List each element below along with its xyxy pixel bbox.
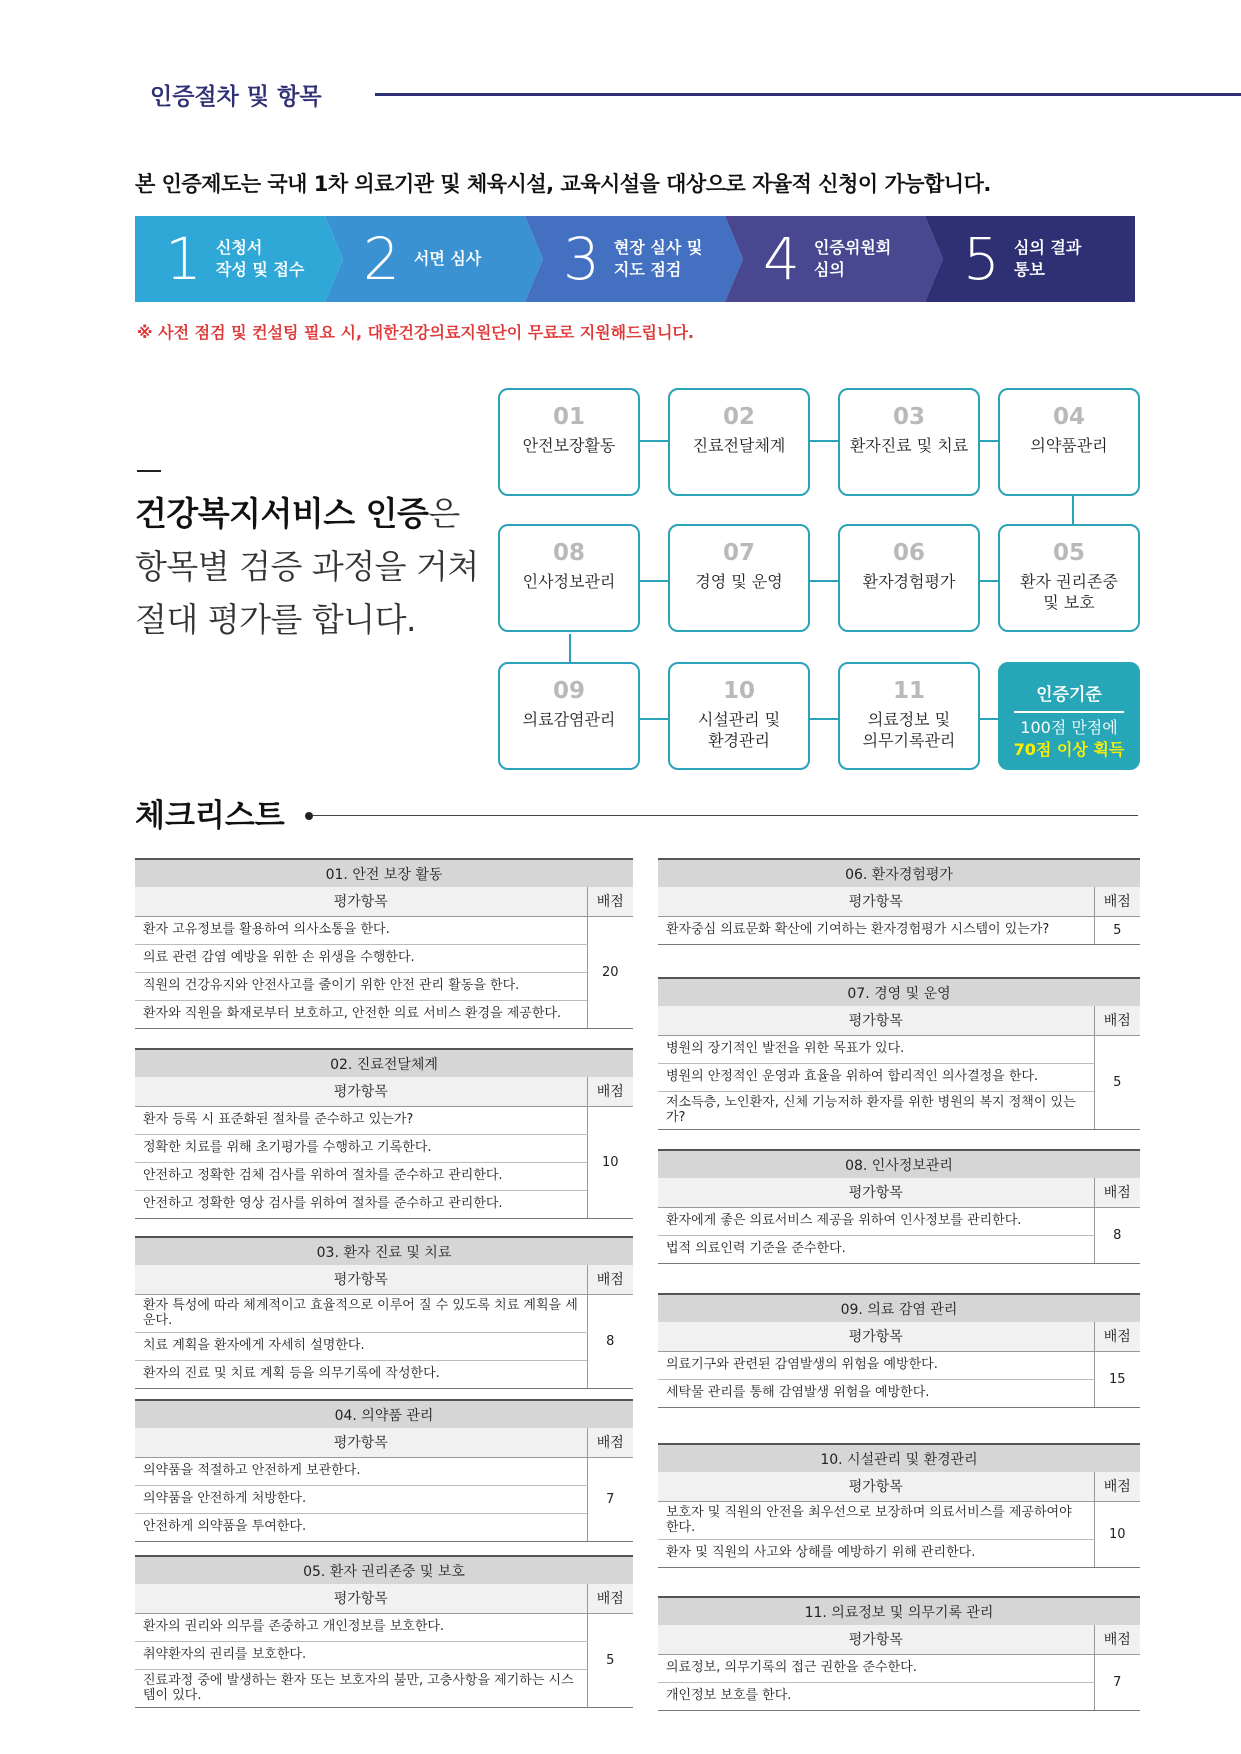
table-row	[135, 1613, 633, 1641]
table-row	[135, 972, 633, 1000]
tagline-line2: 항목별 검증 과정을 거쳐	[135, 546, 479, 586]
connector	[980, 440, 998, 442]
category-number: 11	[892, 678, 925, 704]
score-value: 7	[1094, 1654, 1140, 1710]
step-1-line2: 작성 및 접수	[215, 260, 305, 279]
column-header-item: 평가항목	[658, 1625, 1094, 1654]
category-box-08	[498, 524, 640, 632]
step-3	[563, 216, 702, 302]
step-4-line2: 심의	[813, 260, 845, 279]
step-4-line1: 인증위원회	[813, 238, 892, 258]
category-box-09	[498, 662, 640, 770]
notice-text: ※ 사전 점검 및 컨설팅 필요 시, 대한건강의료지원단이 무료로 지원해드립니다.	[137, 323, 694, 342]
column-header-score: 배점	[587, 1077, 633, 1106]
table-title: 07. 경영 및 운영	[658, 978, 1140, 1006]
category-box-02	[668, 388, 810, 496]
column-header-item: 평가항목	[135, 1265, 587, 1294]
category-number: 07	[722, 540, 755, 566]
evaluation-item: 의약품을 안전하게 처방한다.	[135, 1485, 587, 1513]
table-title: 10. 시설관리 및 환경관리	[658, 1444, 1140, 1472]
checklist-bullet	[305, 812, 313, 820]
table-row	[135, 944, 633, 972]
column-header-item: 평가항목	[658, 1178, 1094, 1207]
header-divider	[375, 93, 1241, 96]
score-value: 15	[1094, 1351, 1140, 1407]
category-number: 10	[722, 678, 755, 704]
category-number: 04	[1052, 404, 1085, 430]
checklist-table	[135, 858, 633, 1029]
evaluation-item: 병원의 안정적인 운영과 효율을 위하여 합리적인 의사결정을 한다.	[658, 1063, 1094, 1091]
tagline-line3: 절대 평가를 합니다.	[135, 599, 416, 639]
evaluation-item: 의료 관련 감염 예방을 위한 손 위생을 수행한다.	[135, 944, 587, 972]
step-5-line1: 심의 결과	[1013, 238, 1082, 258]
table-row	[135, 1190, 633, 1218]
step-4-label	[814, 237, 891, 280]
evaluation-item: 환자에게 좋은 의료서비스 제공을 위하여 인사정보를 관리한다.	[658, 1207, 1094, 1235]
table-row	[135, 1360, 633, 1388]
checklist-table	[135, 1236, 633, 1389]
evaluation-item: 환자 등록 시 표준화된 절차를 준수하고 있는가?	[135, 1106, 587, 1134]
checklist-divider	[313, 815, 1138, 816]
checklist-table	[135, 1048, 633, 1219]
category-number: 03	[892, 404, 925, 430]
checklist-table	[658, 977, 1140, 1130]
table-row	[658, 916, 1140, 944]
table-row	[135, 1641, 633, 1669]
score-value: 8	[587, 1294, 633, 1388]
step-1-label	[216, 237, 304, 280]
column-header-score: 배점	[587, 1428, 633, 1457]
connector	[810, 440, 838, 442]
standard-box	[998, 662, 1140, 770]
score-value: 7	[587, 1457, 633, 1541]
category-label: 환자경험평가	[862, 572, 956, 591]
table-row	[135, 1332, 633, 1360]
step-2-number: 2	[363, 225, 400, 293]
checklist-table	[658, 1596, 1140, 1711]
table-row	[135, 1457, 633, 1485]
checklist-table	[135, 1555, 633, 1708]
table-row	[135, 1134, 633, 1162]
column-header-score: 배점	[1094, 1006, 1140, 1035]
table-row	[658, 1682, 1140, 1710]
tagline	[135, 488, 479, 646]
evaluation-item: 의료정보, 의무기록의 접근 권한을 준수한다.	[658, 1654, 1094, 1682]
evaluation-item: 환자의 진료 및 치료 계획 등을 의무기록에 작성한다.	[135, 1360, 587, 1388]
column-header-score: 배점	[1094, 1322, 1140, 1351]
connector	[640, 440, 668, 442]
step-3-line1: 현장 실사 및	[613, 238, 703, 258]
table-row	[135, 916, 633, 944]
table-row	[658, 1501, 1140, 1539]
evaluation-item: 안전하고 정확한 검체 검사를 위하여 절차를 준수하고 관리한다.	[135, 1162, 587, 1190]
category-number: 09	[552, 678, 585, 704]
evaluation-item: 환자중심 의료문화 확산에 기여하는 환자경험평가 시스템이 있는가?	[658, 916, 1094, 944]
table-row	[135, 1106, 633, 1134]
table-row	[658, 1235, 1140, 1263]
category-label: 진료전달체계	[692, 436, 786, 455]
column-header-score: 배점	[587, 1584, 633, 1613]
evaluation-item: 안전하고 정확한 영상 검사를 위하여 절차를 준수하고 관리한다.	[135, 1190, 587, 1218]
table-title: 09. 의료 감염 관리	[658, 1294, 1140, 1322]
table-row	[135, 1162, 633, 1190]
checklist-title: 체크리스트	[135, 798, 285, 834]
step-1	[165, 216, 304, 302]
checklist-table	[658, 1443, 1140, 1568]
score-value: 5	[1094, 916, 1140, 944]
column-header-item: 평가항목	[658, 1006, 1094, 1035]
step-5	[963, 216, 1081, 302]
step-2	[363, 216, 481, 302]
evaluation-item: 환자의 권리와 의무를 존중하고 개인정보를 보호한다.	[135, 1613, 587, 1641]
process-steps	[135, 216, 1135, 302]
evaluation-item: 환자 특성에 따라 체계적이고 효율적으로 이루어 질 수 있도록 치료 계획을 세운다.	[135, 1294, 587, 1332]
tagline-suffix: 은	[428, 494, 460, 533]
table-title: 06. 환자경험평가	[658, 859, 1140, 887]
category-label: 의료감염관리	[522, 710, 616, 729]
connector	[980, 718, 998, 720]
score-value: 10	[1094, 1501, 1140, 1567]
category-label: 의약품관리	[1030, 436, 1108, 455]
table-row	[658, 1379, 1140, 1407]
category-box-05	[998, 524, 1140, 632]
step-2-label: 서면 심사	[413, 249, 482, 269]
evaluation-item: 병원의 장기적인 발전을 위한 목표가 있다.	[658, 1035, 1094, 1063]
checklist-table	[658, 858, 1140, 945]
score-value: 5	[587, 1613, 633, 1707]
table-row	[135, 1513, 633, 1541]
table-title: 11. 의료정보 및 의무기록 관리	[658, 1597, 1140, 1625]
evaluation-item: 안전하게 의약품을 투여한다.	[135, 1513, 587, 1541]
evaluation-item: 저소득층, 노인환자, 신체 기능저하 환자를 위한 병원의 복지 정책이 있는가?	[658, 1091, 1094, 1129]
category-label: 인사정보관리	[522, 572, 616, 591]
step-4-number: 4	[763, 225, 800, 293]
category-box-11	[838, 662, 980, 770]
step-5-number: 5	[963, 225, 1000, 293]
table-row	[658, 1091, 1140, 1129]
step-5-line2: 통보	[1013, 260, 1045, 279]
category-box-07	[668, 524, 810, 632]
table-title: 08. 인사정보관리	[658, 1150, 1140, 1178]
step-3-line2: 지도 점검	[613, 260, 682, 279]
table-row	[658, 1654, 1140, 1682]
table-row	[135, 1294, 633, 1332]
table-row	[658, 1539, 1140, 1567]
category-box-03	[838, 388, 980, 496]
score-value: 10	[587, 1106, 633, 1218]
score-value: 20	[587, 916, 633, 1028]
column-header-item: 평가항목	[658, 1472, 1094, 1501]
evaluation-item: 세탁물 관리를 통해 감염발생 위험을 예방한다.	[658, 1379, 1094, 1407]
category-label: 환자 권리존중 및 보호	[1020, 572, 1118, 612]
step-1-line1: 신청서	[215, 238, 263, 258]
table-row	[658, 1035, 1140, 1063]
standard-divider	[1014, 711, 1124, 713]
category-box-06	[838, 524, 980, 632]
step-5-label	[1014, 237, 1081, 280]
step-3-label	[614, 237, 702, 280]
table-row	[135, 1669, 633, 1707]
evaluation-item: 환자와 직원을 화재로부터 보호하고, 안전한 의료 서비스 환경을 제공한다.	[135, 1000, 587, 1028]
tagline-dash	[137, 470, 161, 472]
evaluation-item: 보호자 및 직원의 안전을 최우선으로 보장하며 의료서비스를 제공하여야 한다.	[658, 1501, 1094, 1539]
table-title: 04. 의약품 관리	[135, 1400, 633, 1428]
category-number: 06	[892, 540, 925, 566]
table-row	[658, 1207, 1140, 1235]
evaluation-item: 의료기구와 관련된 감염발생의 위험을 예방한다.	[658, 1351, 1094, 1379]
table-title: 02. 진료전달체계	[135, 1049, 633, 1077]
connector	[980, 580, 998, 582]
evaluation-item: 취약환자의 권리를 보호한다.	[135, 1641, 587, 1669]
table-title: 03. 환자 진료 및 치료	[135, 1237, 633, 1265]
table-title: 05. 환자 권리존중 및 보호	[135, 1556, 633, 1584]
evaluation-item: 개인정보 보호를 한다.	[658, 1682, 1094, 1710]
category-box-04	[998, 388, 1140, 496]
standard-line1: 100점 만점에	[1020, 718, 1118, 737]
category-box-01	[498, 388, 640, 496]
category-label: 시설관리 및 환경관리	[697, 710, 781, 750]
category-number: 02	[722, 404, 755, 430]
column-header-score: 배점	[587, 1265, 633, 1294]
column-header-score: 배점	[1094, 887, 1140, 916]
evaluation-item: 법적 의료인력 기준을 준수한다.	[658, 1235, 1094, 1263]
step-1-number: 1	[165, 225, 202, 293]
column-header-item: 평가항목	[658, 887, 1094, 916]
standard-line2: 70점 이상 획득	[1013, 740, 1125, 760]
category-label: 안전보장활동	[522, 436, 616, 455]
table-row	[135, 1000, 633, 1028]
step-3-number: 3	[563, 225, 600, 293]
table-row	[658, 1063, 1140, 1091]
connector	[569, 634, 571, 662]
category-label: 경영 및 운영	[695, 572, 783, 591]
column-header-score: 배점	[1094, 1178, 1140, 1207]
page-header-title: 인증절차 및 항목	[150, 84, 322, 110]
evaluation-item: 진료과정 중에 발생하는 환자 또는 보호자의 불만, 고충사항을 제기하는 시스템이 있다.	[135, 1669, 587, 1707]
evaluation-item: 환자 및 직원의 사고와 상해를 예방하기 위해 관리한다.	[658, 1539, 1094, 1567]
category-number: 05	[1052, 540, 1085, 566]
category-box-10	[668, 662, 810, 770]
column-header-item: 평가항목	[135, 1077, 587, 1106]
checklist-table	[658, 1149, 1140, 1264]
connector	[640, 718, 668, 720]
evaluation-item: 직원의 건강유지와 안전사고를 줄이기 위한 안전 관리 활동을 한다.	[135, 972, 587, 1000]
column-header-item: 평가항목	[658, 1322, 1094, 1351]
column-header-item: 평가항목	[135, 1584, 587, 1613]
standard-title: 인증기준	[1036, 685, 1102, 705]
column-header-score: 배점	[1094, 1472, 1140, 1501]
connector	[1072, 496, 1074, 524]
evaluation-item: 정확한 치료를 위해 초기평가를 수행하고 기록한다.	[135, 1134, 587, 1162]
table-title: 01. 안전 보장 활동	[135, 859, 633, 887]
category-label: 의료정보 및 의무기록관리	[862, 710, 956, 750]
category-label: 환자진료 및 치료	[849, 436, 969, 455]
column-header-score: 배점	[587, 887, 633, 916]
evaluation-item: 환자 고유정보를 활용하여 의사소통을 한다.	[135, 916, 587, 944]
table-row	[658, 1351, 1140, 1379]
evaluation-item: 의약품을 적절하고 안전하게 보관한다.	[135, 1457, 587, 1485]
category-number: 01	[552, 404, 585, 430]
column-header-item: 평가항목	[135, 887, 587, 916]
checklist-table	[135, 1399, 633, 1542]
column-header-item: 평가항목	[135, 1428, 587, 1457]
step-4	[763, 216, 891, 302]
connector	[810, 580, 838, 582]
score-value: 8	[1094, 1207, 1140, 1263]
connector	[810, 718, 838, 720]
table-row	[135, 1485, 633, 1513]
tagline-bold: 건강복지서비스 인증	[135, 494, 429, 533]
column-header-score: 배점	[1094, 1625, 1140, 1654]
category-number: 08	[552, 540, 585, 566]
intro-text: 본 인증제도는 국내 1차 의료기관 및 체육시설, 교육시설을 대상으로 자율적 신청이 가능합니다.	[135, 172, 991, 196]
checklist-table	[658, 1293, 1140, 1408]
evaluation-item: 치료 계획을 환자에게 자세히 설명한다.	[135, 1332, 587, 1360]
connector	[640, 580, 668, 582]
score-value: 5	[1094, 1035, 1140, 1129]
